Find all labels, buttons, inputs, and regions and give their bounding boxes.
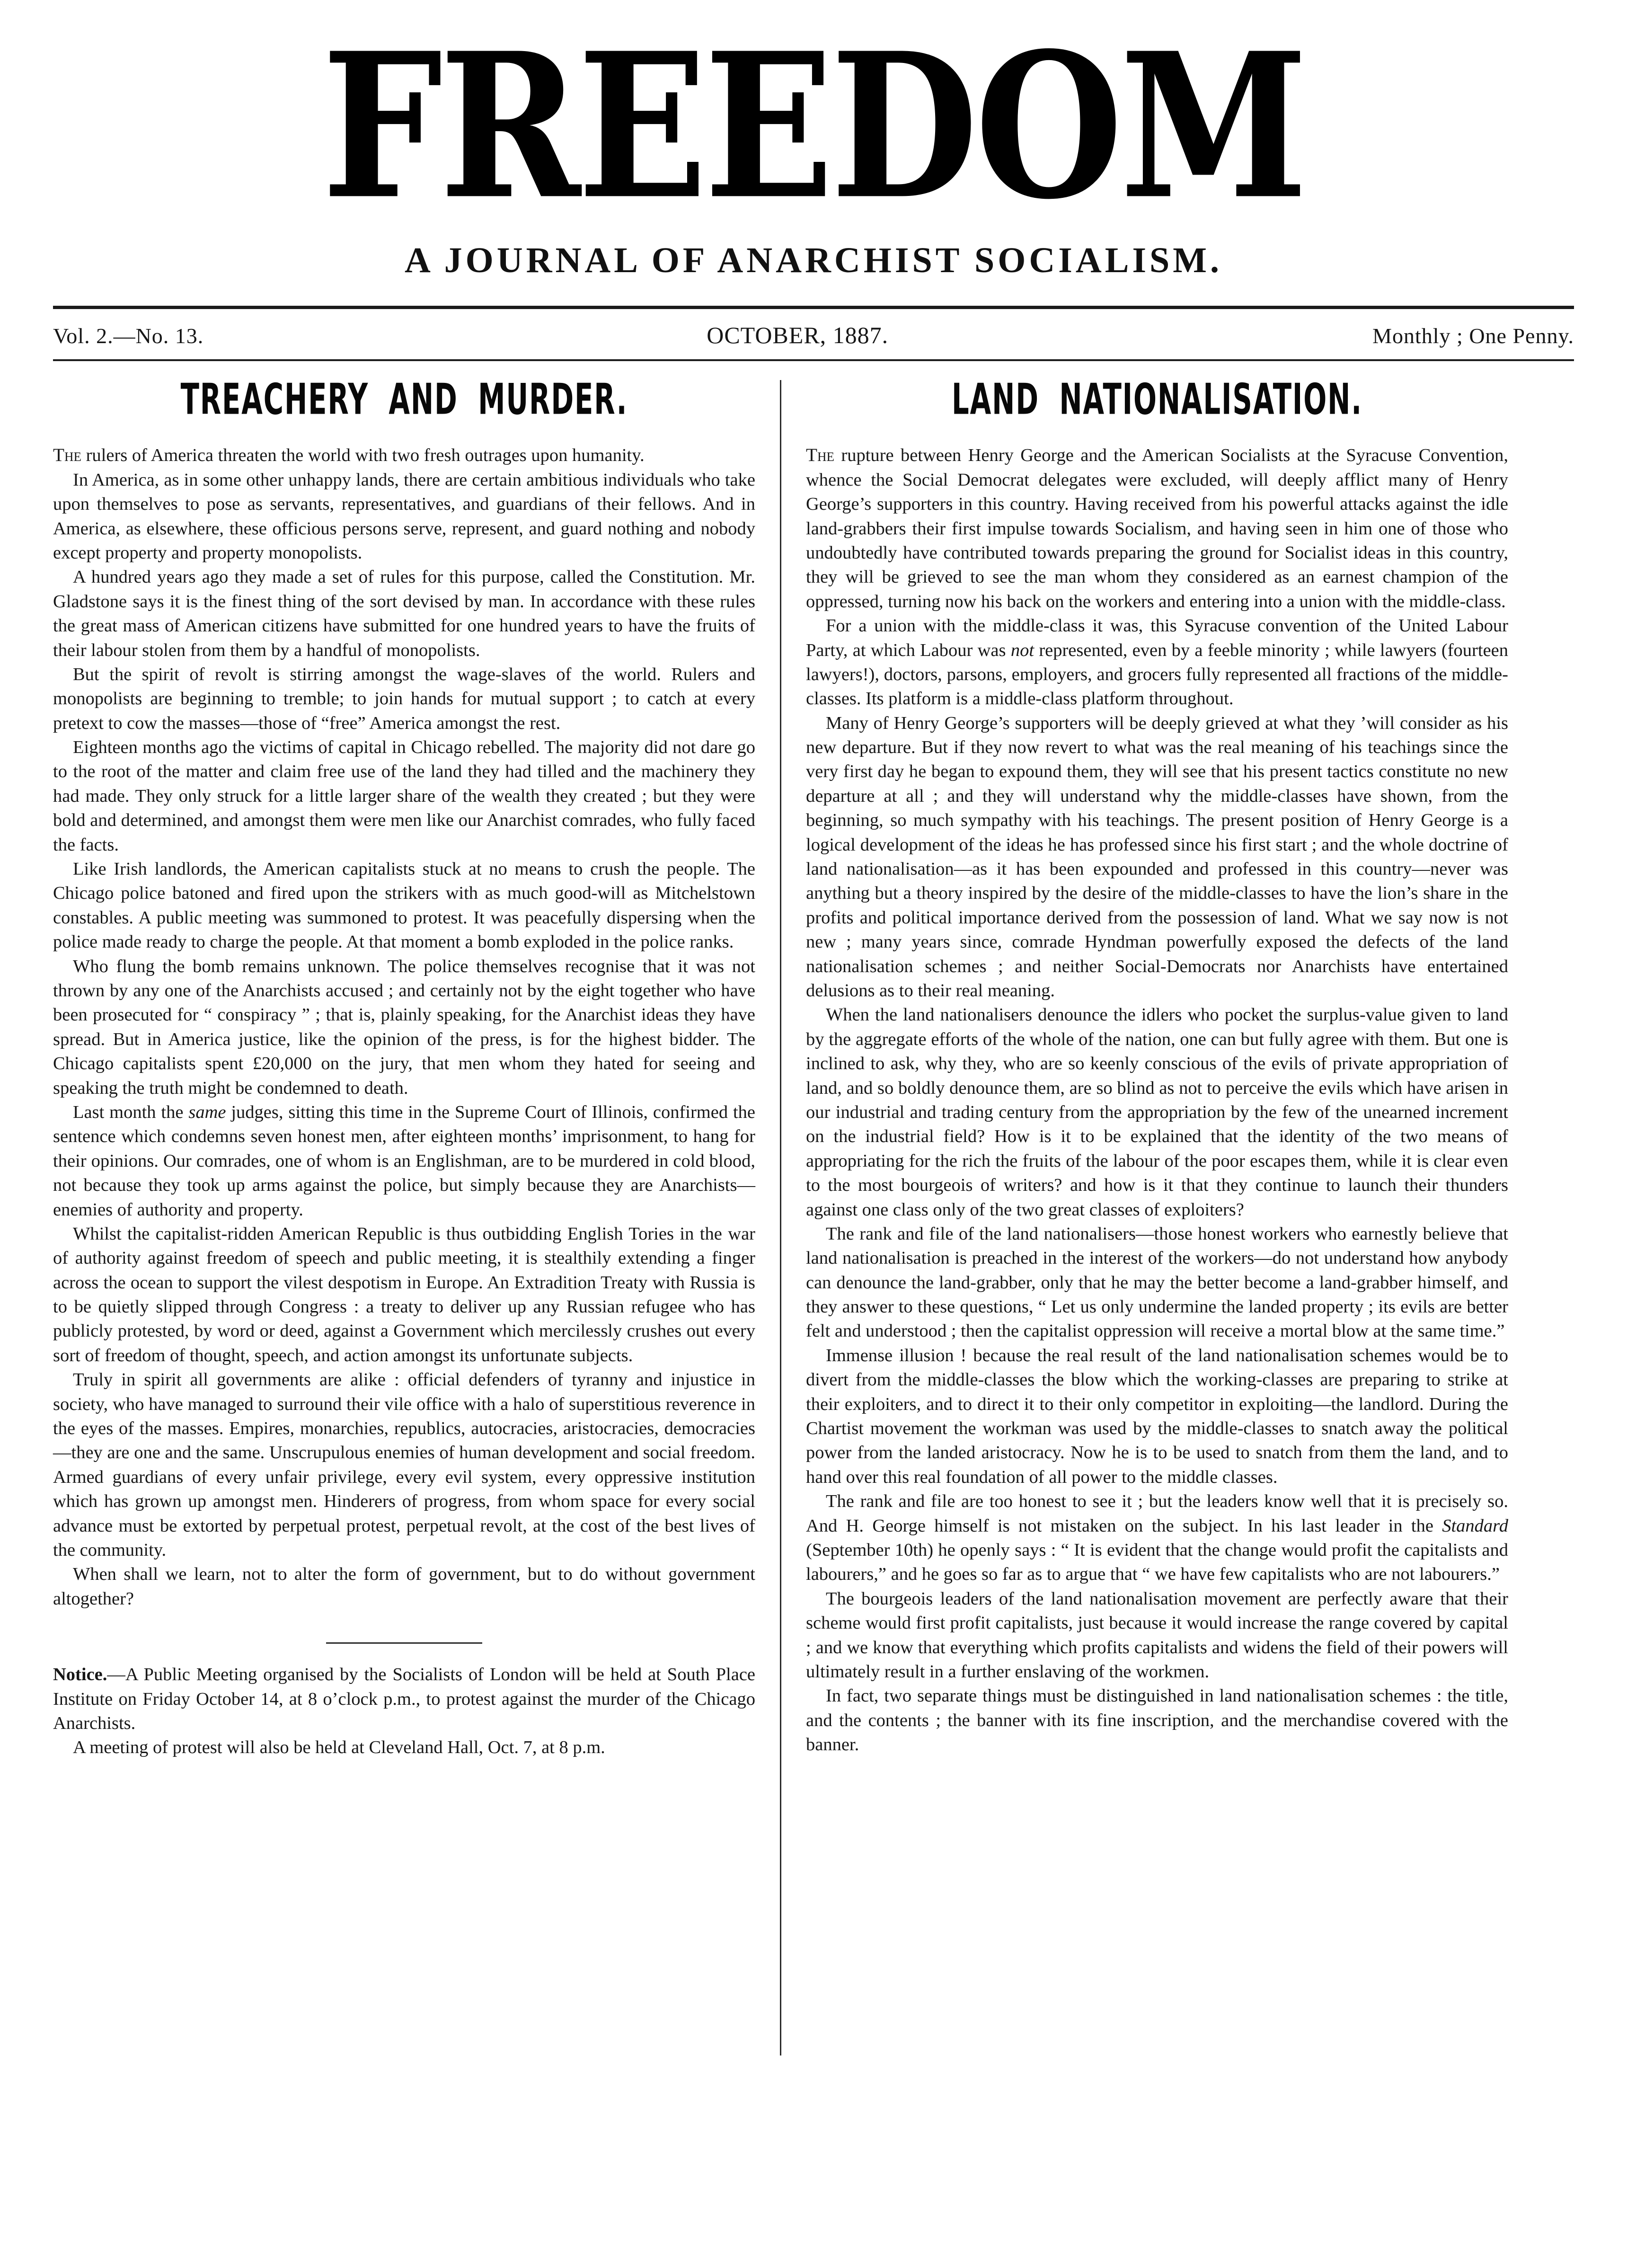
article-body-land-nationalisation xyxy=(806,443,1508,1757)
article-headline-treachery-and-murder: TREACHERY AND MURDER. xyxy=(180,374,628,425)
paragraph: When the land nationalisers denounce the idlers who pocket the surplus-value given to land by the aggregate efforts of the whole of the nation, one can but fully agree with them. But one is inclined to ask, why they, who are so keenly conscious of the evils of private appropriation of land, and so boldly denounce them, are so blind as not to perceive the evils which have arisen in our industrial and trading century from the appropriation by the few of the unearned increment on the industrial field? How is it to be explained that the identity of the two means of appropriating for the rich the fruits of the labour of the poor escapes them, while it is clear even to the most bourgeois of writers? and how is it that they continue to launch their thunders against one class only of the two great classes of exploiters? xyxy=(806,1005,1508,1220)
column-right xyxy=(784,375,1508,2055)
article-body-treachery-and-murder xyxy=(53,443,755,1611)
italic-word: Standard xyxy=(1442,1515,1508,1536)
header-bottom-rule xyxy=(53,359,1574,361)
italic-word: not xyxy=(1010,640,1035,660)
column-left xyxy=(53,375,777,2055)
paragraph-text: rupture between Henry George and the American Socialists at the Syracuse Convention, whence the Social Democrat delegates were excluded, will deeply afflict many of Henry George’s supporters in this country. Having received from his powerful attacks against the idle land-grabbers their first impulse towards Socialism, and having seen in him one of those who undoubtedly have contributed towards preparing the ground for Socialist ideas in this country, they will be grieved to see the man whom they considered as an earnest champion of the oppressed, turning now his back on the workers and entering into a union with the middle-class. xyxy=(806,445,1508,611)
notice-paragraph-1 xyxy=(53,1663,755,1736)
paragraph: In fact, two separate things must be distinguished in land nationalisation schemes : the title, and the contents ; the banner with its fine inscription, and the merchandise covered with the banner. xyxy=(806,1686,1508,1755)
notice-block xyxy=(53,1663,755,1760)
masthead-divider-rule xyxy=(53,306,1574,309)
drop-small-caps: The xyxy=(806,445,834,466)
paragraph: The rank and file of the land nationalisers—those honest workers who earnestly believe that land nationalisation is preached in the interest of the workers—do not understand how anybody can denounce the land-grabber, only that he may the better become a land-grabber himself, and they answer to these questions, “ Let us only undermine the landed property ; its evils are better felt and understood ; then the capitalist oppression will receive a mortal blow at the same time.” xyxy=(806,1223,1508,1341)
paragraph: Truly in spirit all governments are alike : official defenders of tyranny and injustice in society, who have managed to surround their vile office with a halo of superstitious reverence in the eyes of the masses. Empires, monarchies, republics, autocracies, aristocracies, democracies—they are one and the same. Unscrupulous enemies of human development and social freedom. Armed guardians of every unfair privilege, every evil system, every oppressive institution which has grown up amongst men. Hinderers of progress, from whom space for every social advance must be extorted by perpetual protest, perpetual revolt, at the cost of the best lives of the community. xyxy=(53,1370,755,1560)
paragraph: Whilst the capitalist-ridden American Republic is thus outbidding English Tories in the war of authority against freedom of speech and public meeting, it is stealthily extending a finger across the ocean to support the vilest despotism in Europe. An Extradition Treaty with Russia is to be quietly slipped through Congress : a treaty to deliver up any Russian refugee who has publicly protested, by word or deed, against a Government which mercilessly crushes out every sort of freedom of thought, speech, and action amongst its unfortunate subjects. xyxy=(53,1223,755,1365)
italic-word: same xyxy=(188,1102,226,1122)
publication-subtitle: A JOURNAL OF ANARCHIST SOCIALISM. xyxy=(404,240,1223,281)
notice-text-1: —A Public Meeting organised by the Socialists of London will be held at South Place Institute on Friday October 14, at 8 o’clock p.m., to protest against the murder of the Chicago Anarchists. xyxy=(53,1665,755,1733)
issue-date: OCTOBER, 1887. xyxy=(707,322,889,349)
paragraph xyxy=(806,443,1508,614)
notice-separator-rule xyxy=(326,1642,482,1644)
drop-small-caps: The xyxy=(53,445,81,466)
paragraph: Many of Henry George’s supporters will be deeply grieved at what they ’will consider as his new departure. But if they now revert to what was the real meaning of his teachings since the very first day he began to expound them, they will see that his present tactics constitute no new departure at all ; and they will understand why the middle-classes have shown, from the beginning, so much sympathy with his teachings. The present position of Henry George is a logical development of the ideas he has professed since his first start ; and the whole doctrine of land nationalisation—as it has been expounded and professed in this country—never was anything but a theory inspired by the desire of the middle-classes to have the lion’s share in the profits and political importance derived from the possession of land. What we say now is not new ; many years since, comrade Hyndman powerfully exposed the defects of the land nationalisation schemes ; and neither Social-Democrats nor Anarchists have entertained delusions as to their real meaning. xyxy=(806,713,1508,1001)
paragraph xyxy=(53,443,755,468)
paragraph: A hundred years ago they made a set of rules for this purpose, called the Constitution. Mr. Gladstone says it is the finest thing of the sort devised by man. In accordance with these rules the great mass of American citizens have submitted for one hundred years to have the fruits of their labour stolen from them by a handful of monopolists. xyxy=(53,567,755,660)
paragraph: When shall we learn, not to alter the form of government, but to do without government altogether? xyxy=(53,1564,755,1609)
article-columns xyxy=(53,375,1574,2055)
volume-number: Vol. 2.—No. 13. xyxy=(53,324,204,348)
paragraph: In America, as in some other unhappy lands, there are certain ambitious individuals who take upon themselves to pose as servants, representatives, and guardians of their fellows. And in America, as elsewhere, these officious persons serve, represent, and guard nothing and nobody except property and property monopolists. xyxy=(53,470,755,563)
paragraph: Like Irish landlords, the American capitalists stuck at no means to crush the people. The Chicago police batoned and fired upon the strikers with as much good-will as Mitchelstown constables. A public meeting was summoned to protest. It was peacefully dispersing when the police made ready to charge the people. At that moment a bomb exploded in the police ranks. xyxy=(53,859,755,952)
issue-info-line xyxy=(53,321,1574,349)
article-headline-land-nationalisation: LAND NATIONALISATION. xyxy=(951,374,1363,425)
paragraph: Last month the same judges, sitting this time in the Supreme Court of Illinois, confirmed the sentence which condemns seven honest men, after eighteen months’ imprisonment, to hang for their opinions. Our comrades, one of whom is an Englishman, are to be murdered in cold blood, not because they took up arms against the police, but simply because they are Anarchists—enemies of authority and property. xyxy=(53,1102,755,1220)
paragraph: But the spirit of revolt is stirring amongst the wage-slaves of the world. Rulers and monopolists are beginning to tremble; to join hands for mutual support ; to catch at every pretext to cow the masses—those of “free” America amongst the rest. xyxy=(53,664,755,733)
masthead xyxy=(0,0,1627,281)
paragraph: The bourgeois leaders of the land nationalisation movement are perfectly aware that their scheme would first profit capitalists, just because it would increase the range covered by capital ; and we know that everything which profits capitalists and widens the field of their powers will ultimately result in a further enslaving of the workmen. xyxy=(806,1588,1508,1682)
paragraph: Who flung the bomb remains unknown. The police themselves recognise that it was not thrown by any one of the Anarchists accused ; and certainly not by the eight together who have been prosecuted for “ conspiracy ” ; that is, plainly speaking, for the Anarchist ideas they have spread. But in America justice, like the opinion of the press, is for the highest bidder. The Chicago capitalists spent £20,000 on the jury, that men whom they hated for seeing and speaking the truth might be condemned to death. xyxy=(53,956,755,1098)
paragraph: The rank and file are too honest to see it ; but the leaders know well that it is precisely so. And H. George himself is not mistaken on the subject. In his last leader in the Standard (September 10th) he openly says : “ It is evident that the change would profit the capitalists and labourers,” and he goes so far as to argue that “ we have few capitalists who are not labourers.” xyxy=(806,1491,1508,1585)
notice-paragraph-2: A meeting of protest will also be held at Cleveland Hall, Oct. 7, at 8 p.m. xyxy=(73,1737,605,1758)
paragraph: Immense illusion ! because the real result of the land nationalisation schemes would be to divert from the middle-classes the blow which the working-classes are preparing to strike at their exploiters, and to direct it to their only competitor in exploiting—the landlord. During the Chartist movement the workman was used by the middle-classes to snatch away the political power from the landed aristocracy. Now he is to be used to snatch from them the land, and to hand over this real foundation of all power to the middle classes. xyxy=(806,1345,1508,1487)
publication-title: FREEDOM xyxy=(322,9,1305,244)
frequency-and-price: Monthly ; One Penny. xyxy=(1372,324,1574,348)
column-divider-rule xyxy=(780,380,781,2055)
paragraph: Eighteen months ago the victims of capital in Chicago rebelled. The majority did not dare go to the root of the matter and claim free use of the land they had tilled and the machinery they had made. They only struck for a little larger share of the wealth they created ; but they were bold and determined, and amongst them were men like our Anarchist comrades, who fully faced the facts. xyxy=(53,737,755,855)
notice-label: Notice. xyxy=(53,1665,107,1685)
paragraph-text: rulers of America threaten the world with two fresh outrages upon humanity. xyxy=(81,445,645,466)
paragraph: For a union with the middle-class it was, this Syracuse convention of the United Labour Party, at which Labour was not represented, even by a feeble minority ; while lawyers (fourteen lawyers!), doctors, parsons, employers, and grocers fully represented all fractions of the middle-classes. Its platform is a middle-class platform throughout. xyxy=(806,616,1508,709)
